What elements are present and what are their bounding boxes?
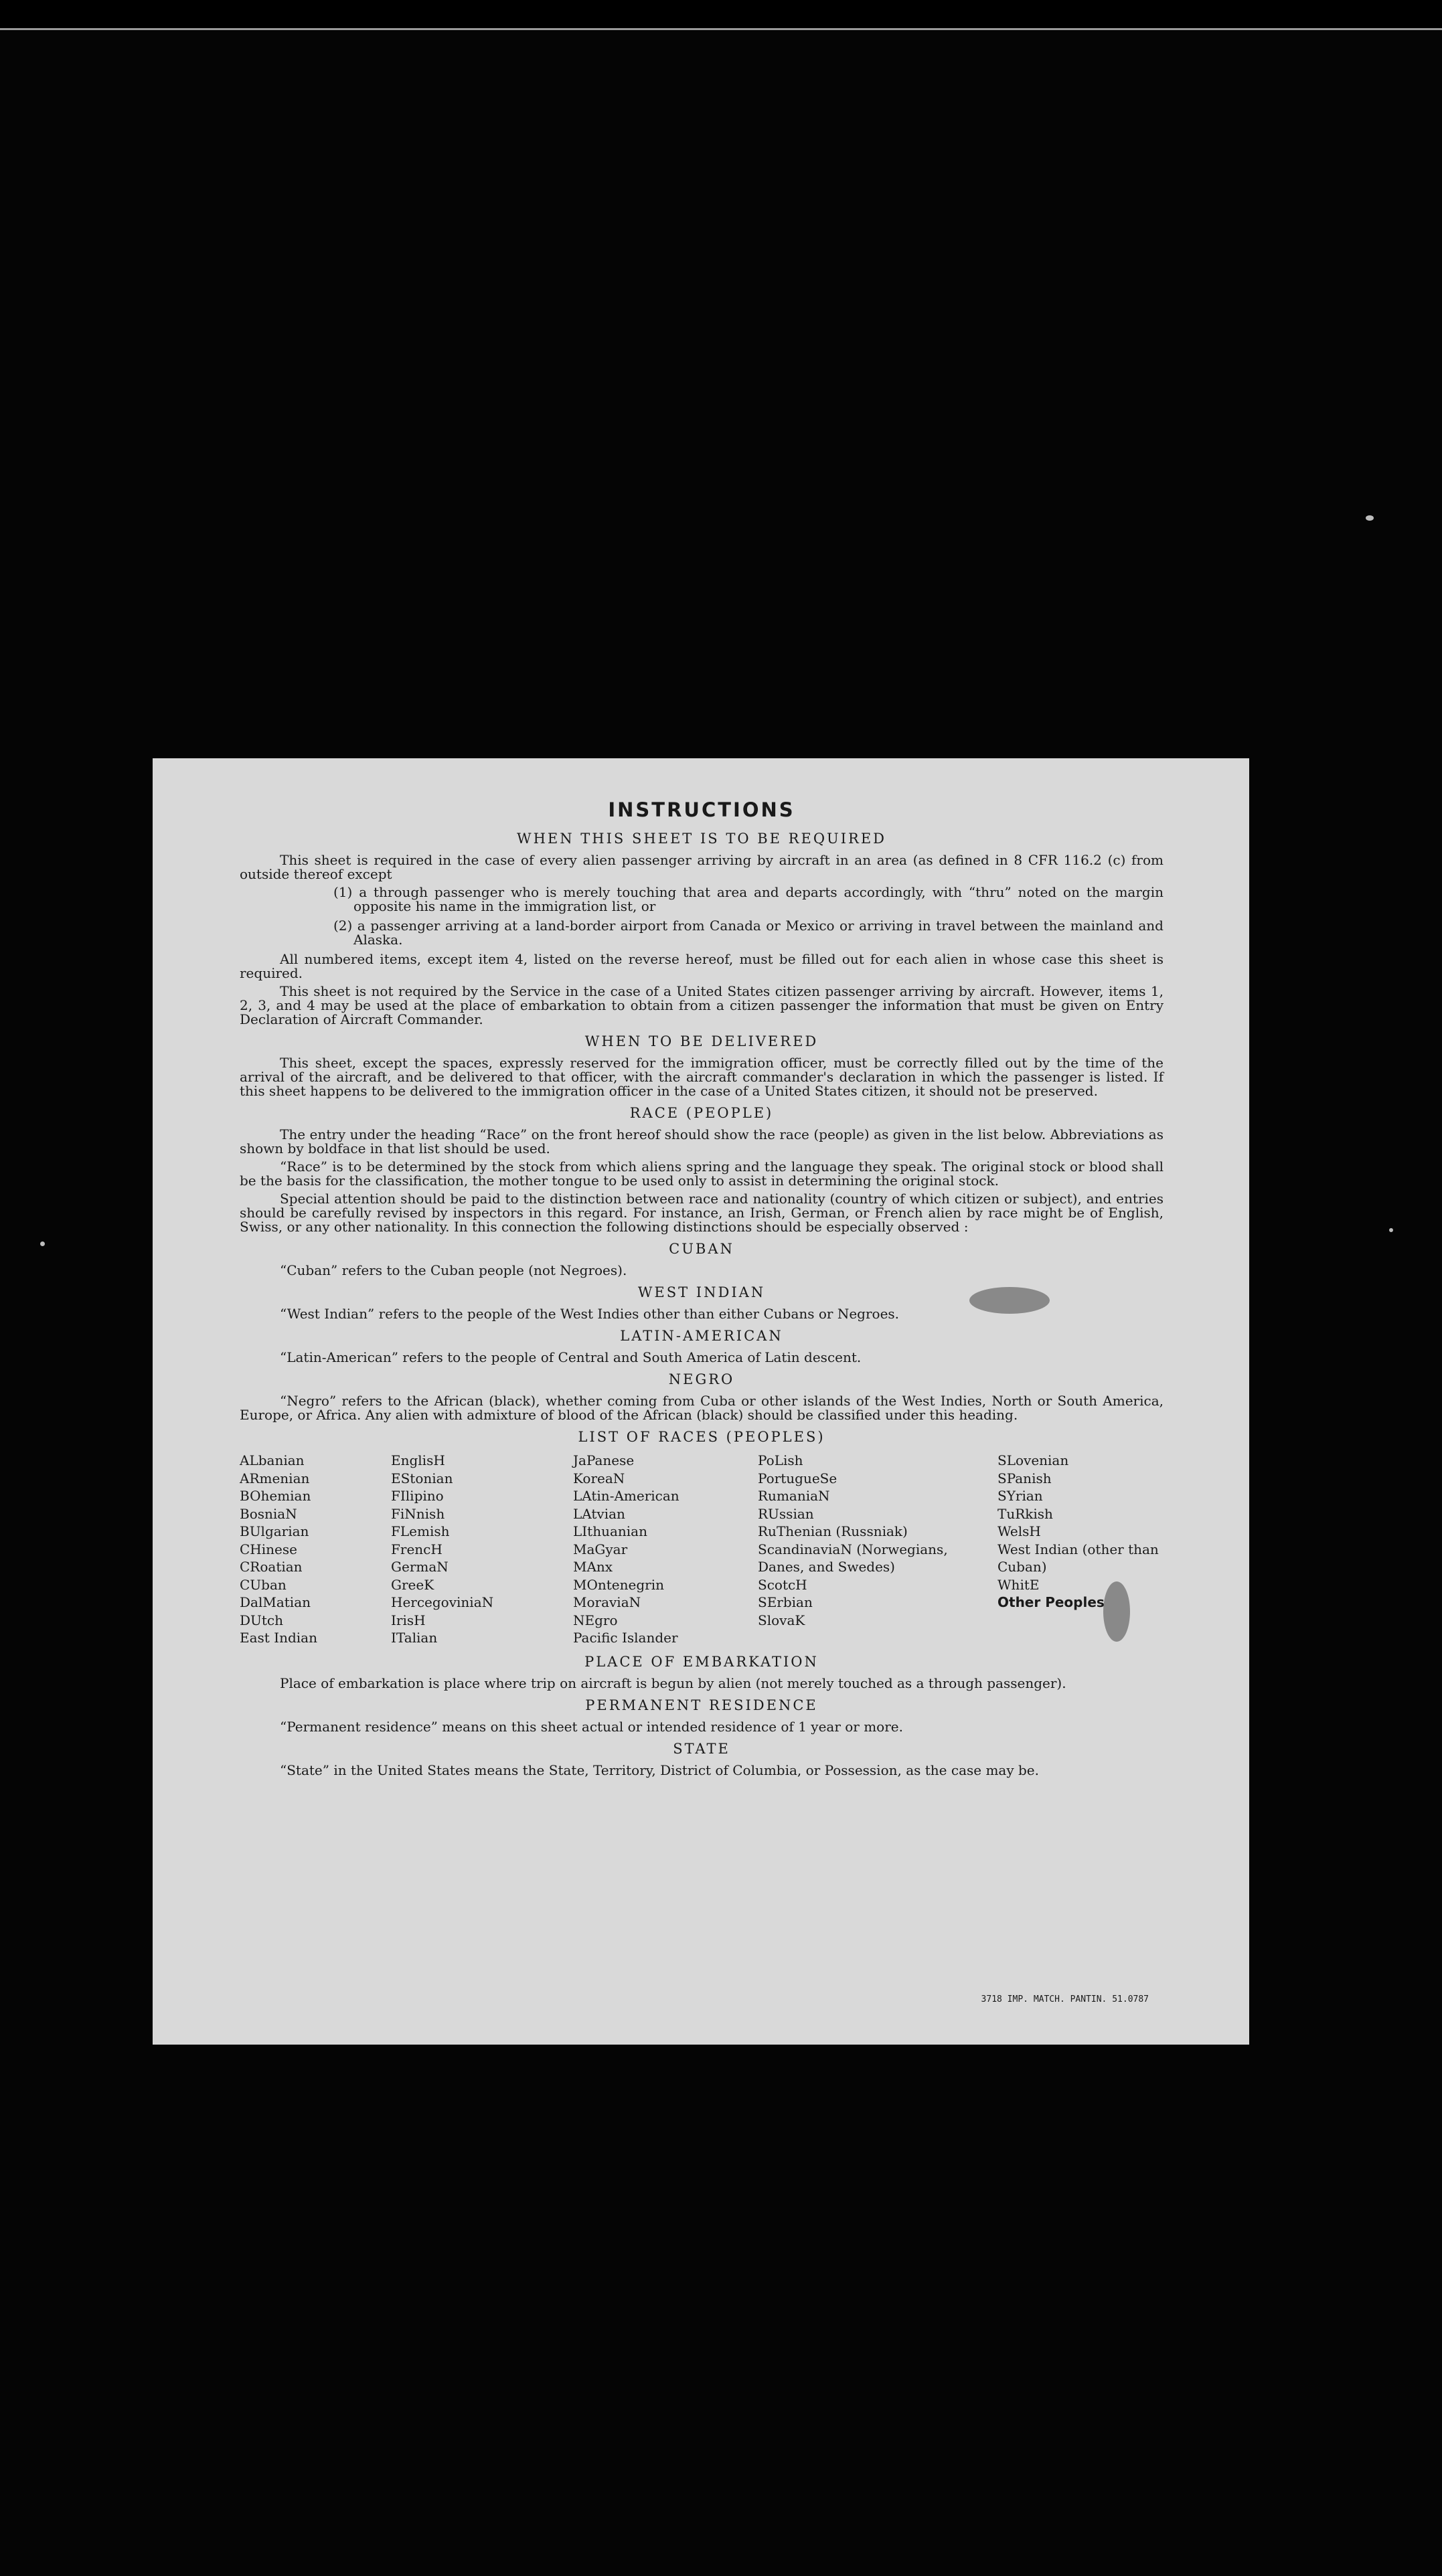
race-entry: EnglisH	[391, 1452, 445, 1468]
races-column	[391, 1452, 573, 1647]
race-entry: LAtin-American	[573, 1488, 679, 1504]
race-entry: WelsH	[997, 1523, 1041, 1539]
paragraph: This sheet is required in the case of every alien passenger arriving by aircraft in an area (as defined in 8 CFR 116.2 (c) from outside thereof except	[240, 852, 1164, 882]
instruction-sheet	[153, 758, 1249, 2045]
race-entry: SPanish	[997, 1470, 1052, 1486]
race-entry: HercegoviniaN	[391, 1594, 494, 1610]
paragraph: Place of embarkation is place where trip on aircraft is begun by alien (not merely touched as a through passenger).	[280, 1675, 1066, 1691]
race-entry: ScotcH	[758, 1576, 807, 1593]
heading-cuban: CUBAN	[669, 1241, 734, 1257]
race-entry: SYrian	[997, 1488, 1043, 1504]
race-entry: ALbanian	[240, 1452, 305, 1468]
race-entry: NEgro	[573, 1612, 618, 1628]
race-entry: SErbian	[758, 1594, 813, 1610]
race-entry: WhitE	[997, 1576, 1040, 1593]
race-entry: CRoatian	[240, 1559, 303, 1575]
paragraph: Special attention should be paid to the distinction between race and nationality (country of which citizen or subject), and entries should be carefully revised by inspectors in this regard. For instance, an Irish, German, or French alien by race might be of English, Swiss, or any other nationality. In this connection the following distinctions should be especially observed :	[240, 1191, 1164, 1235]
race-entry: MoraviaN	[573, 1594, 641, 1610]
race-entry: KoreaN	[573, 1470, 625, 1486]
sheet-content	[240, 798, 1164, 1782]
race-entry: PortugueSe	[758, 1470, 837, 1486]
heading-when-delivered: WHEN TO BE DELIVERED	[584, 1033, 819, 1049]
heading-when-required: WHEN THIS SHEET IS TO BE REQUIRED	[516, 831, 887, 847]
heading-list-of-races: LIST OF RACES (PEOPLES)	[578, 1429, 825, 1445]
race-entry: Pacific Islander	[573, 1630, 678, 1646]
heading-race: RACE (PEOPLE)	[629, 1105, 774, 1121]
race-entry: LAtvian	[573, 1505, 625, 1522]
races-column	[240, 1452, 391, 1647]
paragraph: “Negro” refers to the African (black), whether coming from Cuba or other islands of the West Indies, North or South America, Europe, or Africa. Any alien with admixture of blood of the African (black) should be classified under this heading.	[240, 1393, 1164, 1423]
race-entry: JaPanese	[573, 1452, 635, 1468]
print-code: 3718 IMP. MATCH. PANTIN. 51.0787	[981, 1994, 1149, 2004]
race-entry: FLemish	[391, 1523, 450, 1539]
paragraph: The entry under the heading “Race” on the front hereof should show the race (people) as given in the list below. Abbreviations as shown by boldface in that list should be used.	[240, 1126, 1164, 1156]
race-entry: CHinese	[240, 1541, 297, 1557]
race-entry: EStonian	[391, 1470, 453, 1486]
race-entry: BOhemian	[240, 1488, 311, 1504]
top-film-border	[0, 0, 1442, 30]
races-column	[997, 1452, 1164, 1647]
paragraph: “West Indian” refers to the people of the West Indies other than either Cubans or Negroes.	[280, 1306, 900, 1322]
race-entry: Other Peoples	[997, 1594, 1105, 1610]
paragraph: This sheet is not required by the Service in the case of a United States citizen passenger arriving by aircraft. However, items 1, 2, 3, and 4 may be used at the place of embarkation to obtain from a citizen passenger the information that must be given on Entry Declaration of Aircraft Commander.	[240, 983, 1164, 1027]
race-entry: RUssian	[758, 1505, 814, 1522]
paragraph: All numbered items, except item 4, listed on the reverse hereof, must be filled out for each alien in whose case this sheet is required.	[240, 951, 1164, 981]
race-entry: DalMatian	[240, 1594, 311, 1610]
list-item: (2) a passenger arriving at a land-border airport from Canada or Mexico or arriving in travel between the mainland and Alaska.	[333, 918, 1164, 948]
race-entry: LIthuanian	[573, 1523, 647, 1539]
list-item: (1) a through passenger who is merely touching that area and departs accordingly, with “thru” noted on the margin opposite his name in the immigration list, or	[333, 884, 1164, 914]
race-entry: RumaniaN	[758, 1488, 830, 1504]
heading-state: STATE	[673, 1740, 730, 1757]
race-entry: MOntenegrin	[573, 1576, 664, 1593]
race-entry: FrencH	[391, 1541, 443, 1557]
race-entry: ITalian	[391, 1630, 438, 1646]
race-entry: ARmenian	[240, 1470, 310, 1486]
race-entry: East Indian	[240, 1630, 317, 1646]
race-entry: PoLish	[758, 1452, 803, 1468]
race-entry: TuRkish	[997, 1505, 1053, 1522]
race-entry: GermaN	[391, 1559, 449, 1575]
paragraph: “Latin-American” refers to the people of Central and South America of Latin descent.	[280, 1349, 862, 1365]
page-title: INSTRUCTIONS	[608, 798, 795, 821]
race-entry: IrisH	[391, 1612, 426, 1628]
races-column	[758, 1452, 997, 1647]
race-entry: MAnx	[573, 1559, 613, 1575]
race-entry: RuThenian (Russniak)	[758, 1523, 908, 1539]
race-entry: West Indian (other than Cuban)	[997, 1541, 1159, 1575]
heading-latin-american: LATIN-AMERICAN	[620, 1328, 783, 1344]
race-entry: GreeK	[391, 1576, 434, 1593]
races-list	[240, 1452, 1164, 1647]
paragraph: This sheet, except the spaces, expressly reserved for the immigration officer, must be correctly filled out by the time of the arrival of the aircraft, and be delivered to that officer, with the aircraft commander's declaration in which the passenger is listed. If this sheet happens to be delivered to the immigration officer in the case of a United States citizen, it should not be preserved.	[240, 1055, 1164, 1099]
races-column	[573, 1452, 758, 1647]
race-entry: ScandinaviaN (Norwegians, Danes, and Swedes)	[758, 1541, 948, 1575]
film-speck	[1366, 515, 1374, 521]
race-entry: FiNnish	[391, 1505, 445, 1522]
heading-place-of-embarkation: PLACE OF EMBARKATION	[584, 1653, 819, 1670]
film-speck	[40, 1241, 45, 1246]
race-entry: MaGyar	[573, 1541, 628, 1557]
race-entry: FIlipino	[391, 1488, 444, 1504]
race-entry: SLovenian	[997, 1452, 1069, 1468]
heading-west-indian: WEST INDIAN	[637, 1284, 766, 1300]
film-speck	[1389, 1228, 1393, 1232]
race-entry: SlovaK	[758, 1612, 805, 1628]
race-entry: BUlgarian	[240, 1523, 309, 1539]
race-entry: DUtch	[240, 1612, 284, 1628]
race-entry: BosniaN	[240, 1505, 297, 1522]
race-entry: CUban	[240, 1576, 287, 1593]
heading-permanent-residence: PERMANENT RESIDENCE	[585, 1697, 818, 1713]
paragraph: “State” in the United States means the State, Territory, District of Columbia, or Possession, as the case may be.	[280, 1762, 1039, 1778]
paragraph: “Permanent residence” means on this sheet actual or intended residence of 1 year or more.	[280, 1718, 903, 1735]
paragraph: “Cuban” refers to the Cuban people (not Negroes).	[280, 1262, 627, 1278]
heading-negro: NEGRO	[668, 1371, 735, 1387]
paragraph: “Race” is to be determined by the stock from which aliens spring and the language they speak. The original stock or blood shall be the basis for the classification, the mother tongue to be used only to assist in determining the original stock.	[240, 1158, 1164, 1189]
